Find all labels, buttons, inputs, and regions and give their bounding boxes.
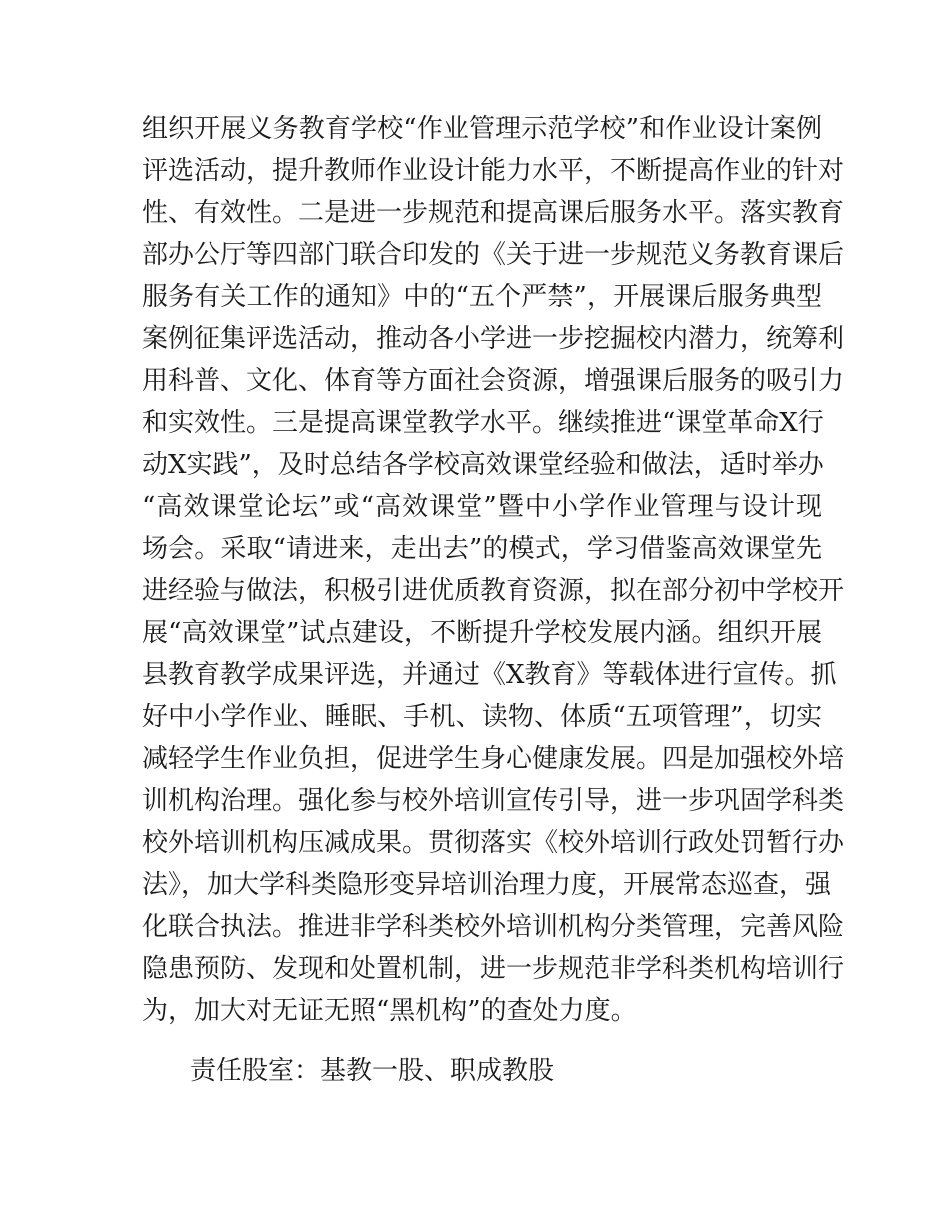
paragraph-line: 减轻学生作业负担，促进学生身心健康发展。四是加强校外培 bbox=[142, 744, 845, 774]
paragraph-line: 训机构治理。强化参与校外培训宣传引导，进一步巩固学科类 bbox=[142, 786, 845, 816]
paragraph-line: 校外培训机构压减成果。贯彻落实《校外培训行政处罚暂行办 bbox=[142, 828, 845, 858]
paragraph-line: “高效课堂论坛”或“高效课堂”暨中小学作业管理与设计现 bbox=[142, 492, 822, 522]
paragraph-line: 动X实践”，及时总结各学校高效课堂经验和做法，适时举办 bbox=[142, 450, 824, 480]
paragraph-line: 用科普、文化、体育等方面社会资源，增强课后服务的吸引力 bbox=[142, 366, 845, 396]
paragraph-line: 好中小学作业、睡眠、手机、读物、体质“五项管理”，切实 bbox=[142, 702, 822, 732]
paragraph-line: 隐患预防、发现和处置机制，进一步规范非学科类机构培训行 bbox=[142, 954, 845, 984]
paragraph-line: 法》，加大学科类隐形变异培训治理力度，开展常态巡查，强 bbox=[142, 870, 832, 900]
paragraph-line: 为，加大对无证无照“黑机构”的查处力度。 bbox=[142, 996, 637, 1026]
paragraph-line: 案例征集评选活动，推动各小学进一步挖掘校内潜力，统筹利 bbox=[142, 324, 845, 354]
paragraph-line: 组织开展义务教育学校“作业管理示范学校”和作业设计案例 bbox=[142, 114, 822, 144]
responsible-department: 责任股室：基教一股、职成教股 bbox=[190, 1056, 555, 1086]
paragraph-line: 场会。采取“请进来，走出去”的模式，学习借鉴高效课堂先 bbox=[142, 534, 822, 564]
paragraph-line: 评选活动，提升教师作业设计能力水平，不断提高作业的针对 bbox=[142, 156, 845, 186]
paragraph-line: 和实效性。三是提高课堂教学水平。继续推进“课堂革命X行 bbox=[142, 408, 824, 438]
paragraph-line: 县教育教学成果评选，并通过《X教育》等载体进行宣传。抓 bbox=[142, 660, 837, 690]
paragraph-line: 进经验与做法，积极引进优质教育资源，拟在部分初中学校开 bbox=[142, 576, 845, 606]
paragraph-line: 展“高效课堂”试点建设，不断提升学校发展内涵。组织开展 bbox=[142, 618, 822, 648]
paragraph-line: 部办公厅等四部门联合印发的《关于进一步规范义务教育课后 bbox=[142, 240, 845, 270]
paragraph-line: 化联合执法。推进非学科类校外培训机构分类管理，完善风险 bbox=[142, 912, 845, 942]
paragraph-line: 性、有效性。二是进一步规范和提高课后服务水平。落实教育 bbox=[142, 198, 845, 228]
body-paragraph bbox=[142, 108, 845, 1032]
paragraph-line: 服务有关工作的通知》中的“五个严禁”，开展课后服务典型 bbox=[142, 282, 822, 312]
